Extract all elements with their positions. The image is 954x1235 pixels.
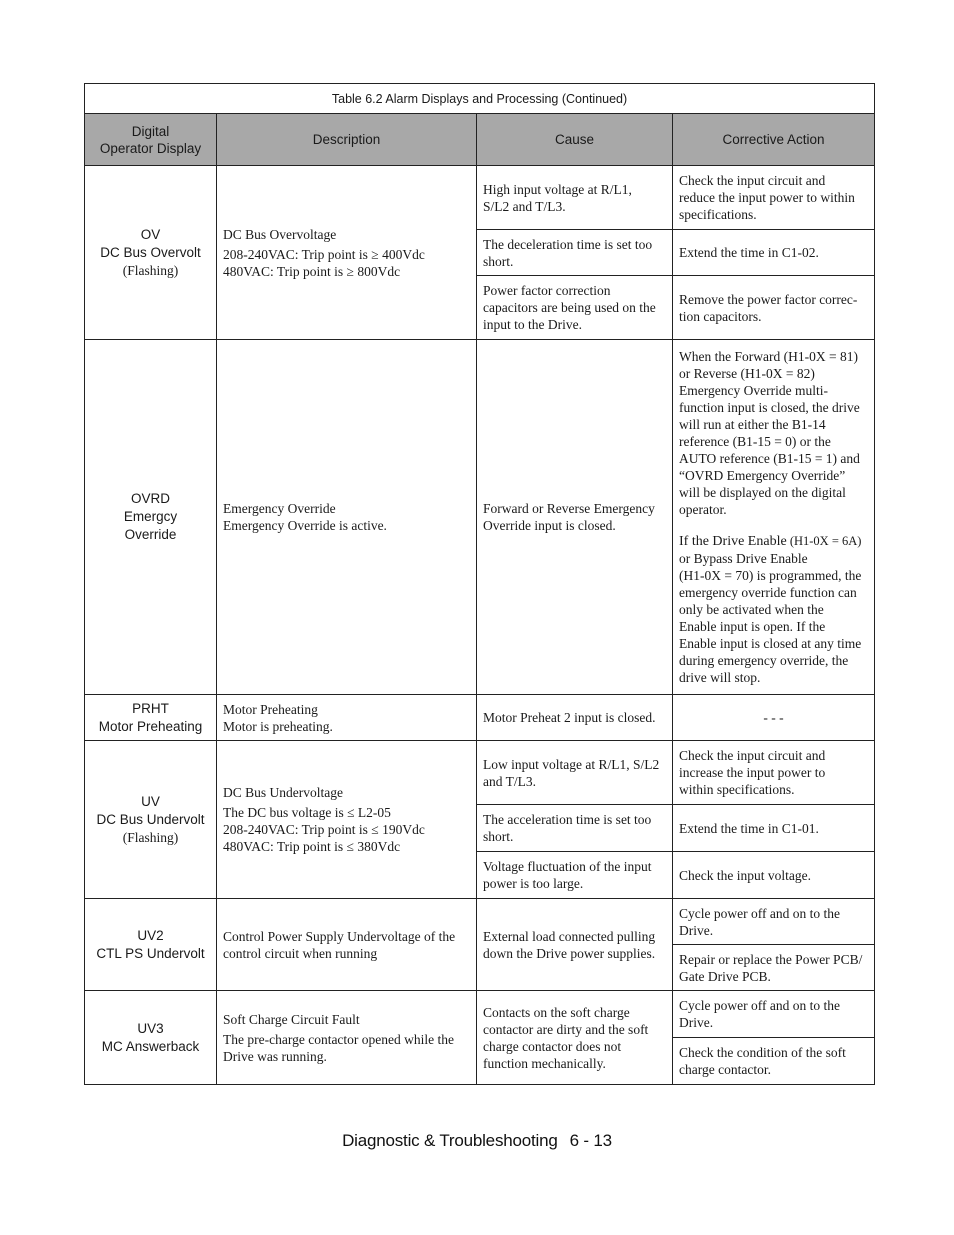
header-corrective-action: Corrective Action (673, 114, 875, 166)
table-row (85, 741, 875, 805)
table-caption: Table 6.2 Alarm Displays and Processing (Continued) (85, 84, 875, 114)
alarm-action: Check the input circuit and reduce the input power to within specifications. (673, 166, 875, 230)
alarm-cause: External load connected pulling down the Drive power supplies. (477, 899, 673, 991)
alarm-action: Extend the time in C1-02. (673, 230, 875, 276)
header-cause: Cause (477, 114, 673, 166)
header-description: Description (217, 114, 477, 166)
alarm-table (84, 83, 875, 1085)
alarm-description-ovrd: Emergency Override Emergency Override is active. (217, 340, 477, 695)
alarm-cause: Contacts on the soft charge contactor are dirty and the soft charge contactor does not function mechanically. (477, 991, 673, 1085)
alarm-code-prht: PRHT Motor Preheating (85, 695, 217, 741)
alarm-description-uv3: Soft Charge Circuit Fault The pre-charge contactor opened while the Drive was running. (217, 991, 477, 1085)
alarm-cause: The deceleration time is set too short. (477, 230, 673, 276)
footer-section-title: Diagnostic & Troubleshooting (342, 1131, 558, 1150)
table-row (85, 695, 875, 741)
alarm-description-prht: Motor Preheating Motor is preheating. (217, 695, 477, 741)
alarm-code-uv2: UV2 CTL PS Undervolt (85, 899, 217, 991)
alarm-action: Cycle power off and on to the Drive. (673, 899, 875, 945)
alarm-cause: Power factor correction capacitors are being used on the input to the Drive. (477, 276, 673, 340)
table-row (85, 166, 875, 230)
table-row (85, 991, 875, 1038)
alarm-action: Repair or replace the Power PCB/ Gate Drive PCB. (673, 945, 875, 991)
page-footer (0, 1131, 954, 1151)
header-digital-operator-display: Digital Operator Display (85, 114, 217, 166)
alarm-action: Extend the time in C1-01. (673, 805, 875, 852)
alarm-action: Check the input voltage. (673, 852, 875, 899)
table-row (85, 899, 875, 945)
table-header-row (85, 114, 875, 166)
table-row (85, 340, 875, 695)
alarm-code-ovrd: OVRD Emergcy Override (85, 340, 217, 695)
alarm-code-ov: OV DC Bus Overvolt (Flashing) (85, 166, 217, 340)
alarm-cause: The acceleration time is set too short. (477, 805, 673, 852)
alarm-cause: Voltage fluctuation of the input power is too large. (477, 852, 673, 899)
alarm-description-uv: DC Bus Undervoltage The DC bus voltage is ≤ L2-05 208-240VAC: Trip point is ≤ 190Vdc 480VAC: Trip point is ≤ 380Vdc (217, 741, 477, 899)
alarm-action: Cycle power off and on to the Drive. (673, 991, 875, 1038)
alarm-code-uv: UV DC Bus Undervolt (Flashing) (85, 741, 217, 899)
alarm-cause: Forward or Reverse Emergency Override input is closed. (477, 340, 673, 695)
alarm-cause: Low input voltage at R/L1, S/L2 and T/L3. (477, 741, 673, 805)
alarm-action: Remove the power factor correc- tion capacitors. (673, 276, 875, 340)
alarm-description-ov: DC Bus Overvoltage 208-240VAC: Trip point is ≥ 400Vdc 480VAC: Trip point is ≥ 800Vdc (217, 166, 477, 340)
footer-page-number: 6 - 13 (569, 1131, 612, 1150)
alarm-description-uv2: Control Power Supply Undervoltage of the control circuit when running (217, 899, 477, 991)
alarm-code-uv3: UV3 MC Answerback (85, 991, 217, 1085)
alarm-action-ovrd: When the Forward (H1-0X = 81) or Reverse (H1-0X = 82) Emergency Override multi- function input is closed, the drive will run at either the B1-14 reference (B1-15 = 0) or the AUTO reference (B1-15 = 1) and “OVRD Emergency Override” will be displayed on the digital operator. If the Drive Enable (H1-0X = 6A) or Bypass Drive Enable (H1-0X = 70) is programmed, the emergency override function can only be activated when the Enable input is open. If the Enable input is closed at any time during emergency override, the drive will stop. (673, 340, 875, 695)
alarm-action: - - - (673, 695, 875, 741)
alarm-action: Check the condition of the soft charge contactor. (673, 1038, 875, 1085)
alarm-cause: Motor Preheat 2 input is closed. (477, 695, 673, 741)
alarm-action: Check the input circuit and increase the input power to within specifications. (673, 741, 875, 805)
alarm-cause: High input voltage at R/L1, S/L2 and T/L3. (477, 166, 673, 230)
